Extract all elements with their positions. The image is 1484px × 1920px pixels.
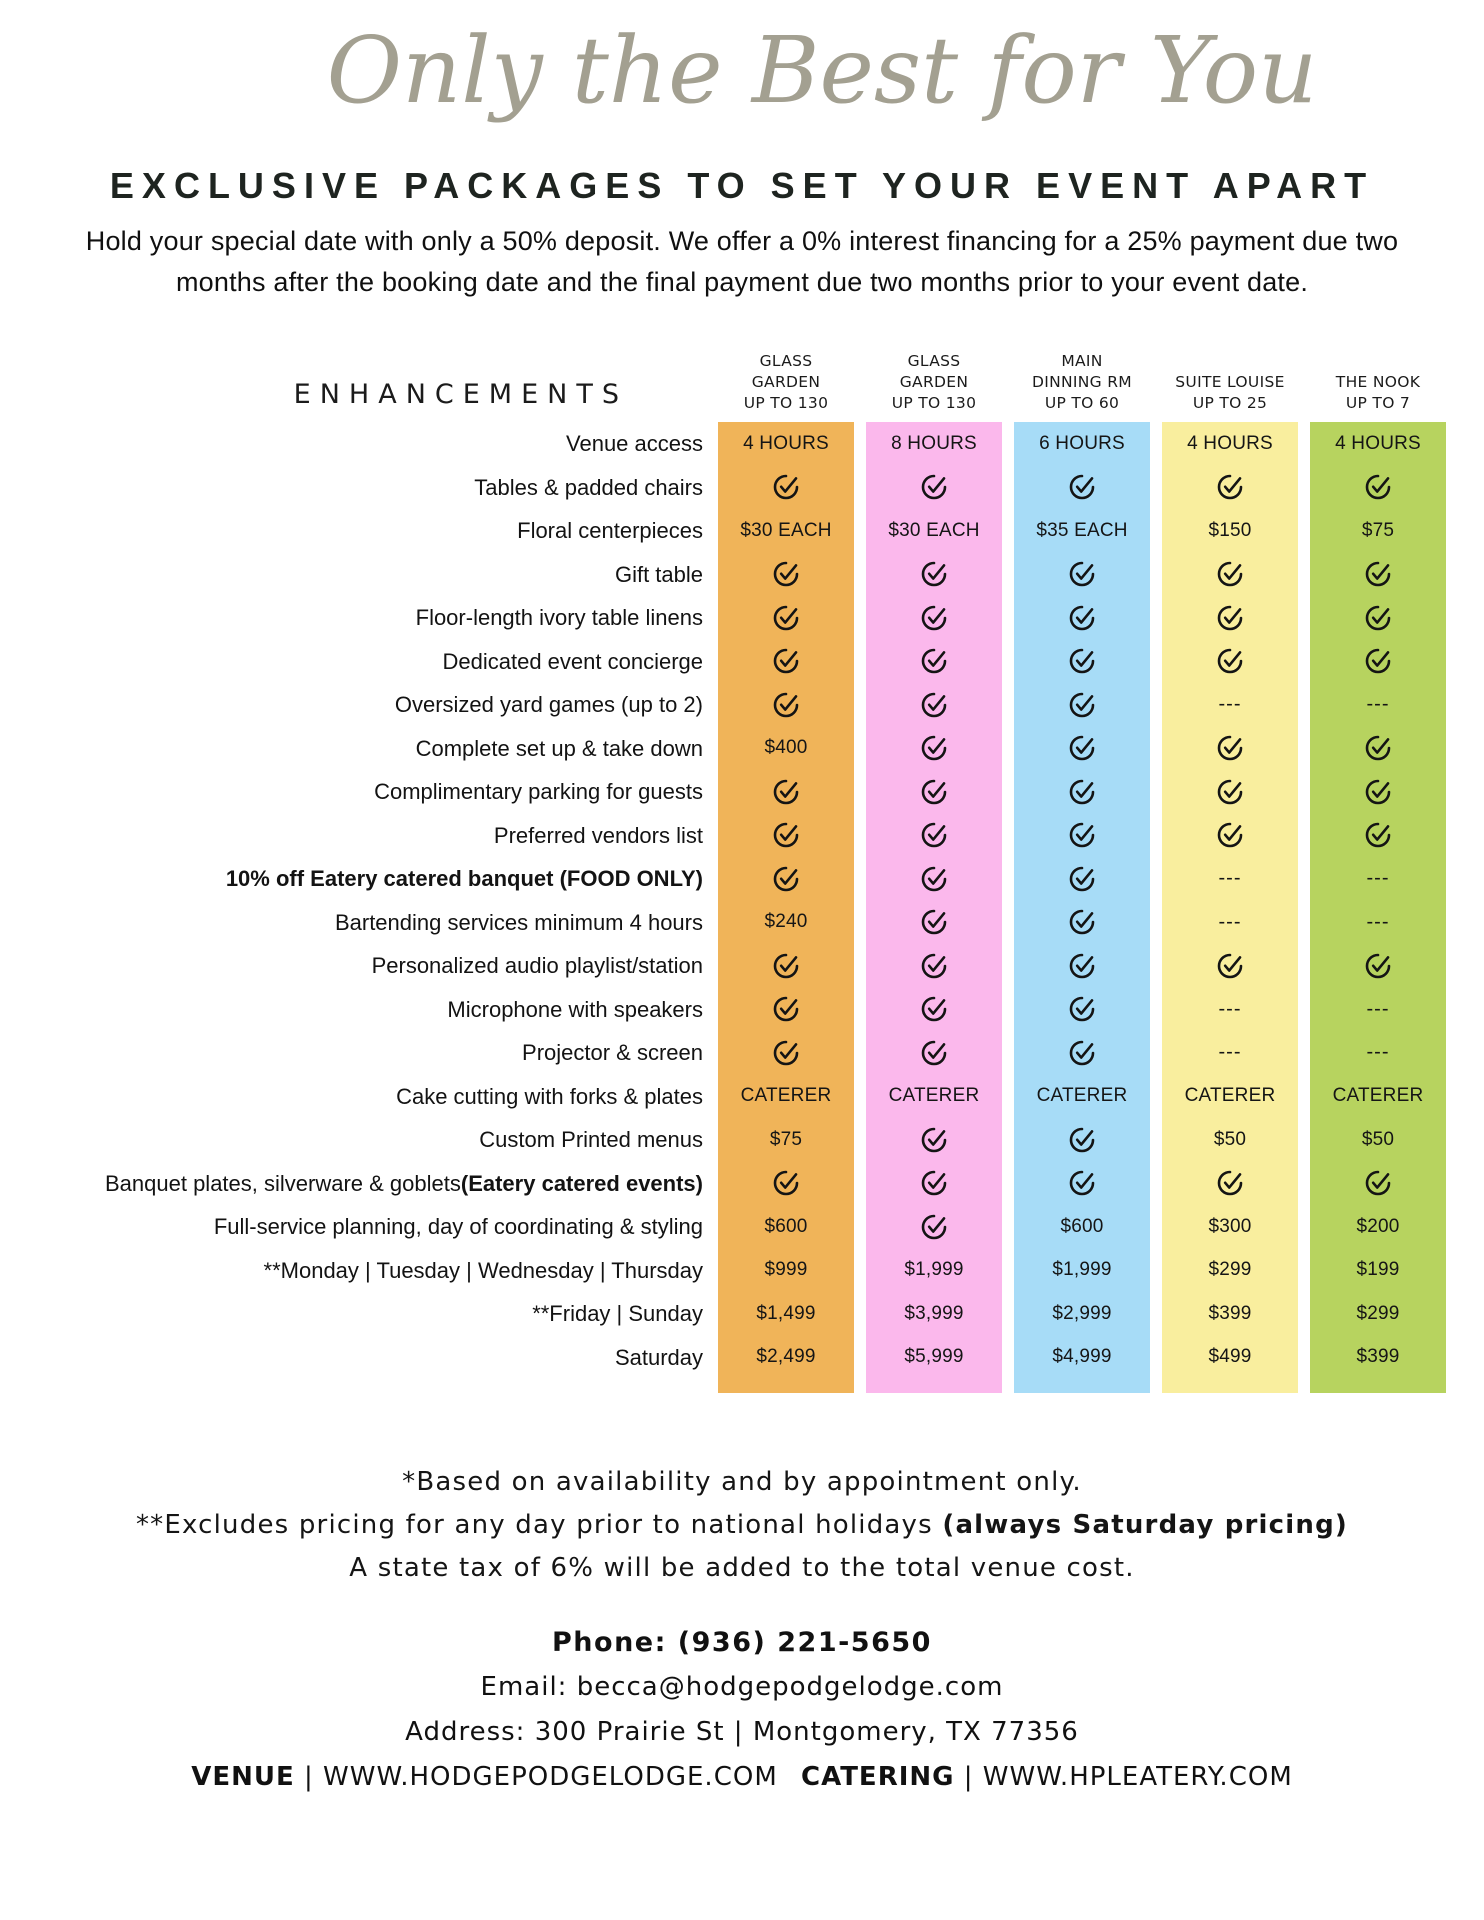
check-mark-glyph [1068, 865, 1096, 893]
not-included-dashes: --- [1310, 683, 1446, 727]
row-label: Floor-length ivory table linens [415, 605, 703, 631]
table-cell-value: CATERER [1014, 1075, 1150, 1119]
check-icon [1014, 466, 1150, 510]
check-icon [866, 814, 1002, 858]
contact-section [0, 1627, 1484, 1793]
not-included-dashes: --- [1162, 683, 1298, 727]
check-icon [718, 596, 854, 640]
intro-line-1: Hold your special date with only a 50% deposit. We offer a 0% interest financing for a 25% payment due two [85, 226, 1399, 257]
venue-label: VENUE [191, 1762, 295, 1793]
check-mark-glyph [1364, 1169, 1392, 1197]
intro-line-2: months after the booking date and the final payment due two months prior to your event date. [175, 266, 1309, 297]
row-label: Venue access [566, 431, 703, 457]
check-mark-glyph [920, 865, 948, 893]
check-mark-glyph [1364, 734, 1392, 762]
check-icon [718, 770, 854, 814]
check-icon [866, 770, 1002, 814]
row-label: Microphone with speakers [447, 996, 703, 1022]
check-mark-glyph [1216, 604, 1244, 632]
check-mark-glyph [772, 473, 800, 501]
check-mark-glyph [1068, 473, 1096, 501]
check-icon [866, 988, 1002, 1032]
check-mark-glyph [1364, 604, 1392, 632]
row-label: Gift table [614, 561, 703, 587]
check-mark-glyph [772, 1039, 800, 1067]
not-included-dashes: --- [1162, 901, 1298, 945]
table-cell-value: $399 [1310, 1336, 1446, 1380]
check-icon [866, 1031, 1002, 1075]
check-mark-glyph [1364, 560, 1392, 588]
row-label: Saturday [614, 1344, 703, 1370]
table-cell-value: $199 [1310, 1249, 1446, 1293]
not-included-dashes: --- [1162, 1031, 1298, 1075]
check-icon [1162, 596, 1298, 640]
column-footer-pad [1310, 1379, 1446, 1393]
check-mark-glyph [920, 1213, 948, 1241]
check-mark-glyph [920, 778, 948, 806]
check-icon [866, 1205, 1002, 1249]
check-mark-glyph [1364, 821, 1392, 849]
check-mark-glyph [920, 821, 948, 849]
table-cell-value: 4 HOURS [1162, 422, 1298, 466]
check-mark-glyph [1068, 952, 1096, 980]
check-mark-glyph [1364, 473, 1392, 501]
not-included-dashes: --- [1310, 857, 1446, 901]
check-mark-glyph [772, 647, 800, 675]
check-mark-glyph [1068, 995, 1096, 1023]
check-mark-glyph [772, 604, 800, 632]
table-cell-value: CATERER [866, 1075, 1002, 1119]
check-icon [866, 1162, 1002, 1206]
check-mark-glyph [1216, 1169, 1244, 1197]
check-icon [1014, 640, 1150, 684]
check-icon [1014, 944, 1150, 988]
check-mark-glyph [772, 1169, 800, 1197]
check-icon [866, 683, 1002, 727]
check-mark-glyph [772, 778, 800, 806]
check-icon [1310, 727, 1446, 771]
check-mark-glyph [1216, 647, 1244, 675]
check-mark-glyph [920, 604, 948, 632]
column-header-5: THE NOOK UP TO 7 [1335, 373, 1421, 413]
table-cell-value: $600 [718, 1205, 854, 1249]
check-icon [1310, 596, 1446, 640]
column-header-4: SUITE LOUISE UP TO 25 [1175, 373, 1285, 413]
check-mark-glyph [1068, 604, 1096, 632]
check-icon [1014, 770, 1150, 814]
table-cell-value: $299 [1162, 1249, 1298, 1293]
check-icon [718, 683, 854, 727]
check-icon [866, 901, 1002, 945]
check-icon [718, 553, 854, 597]
check-mark-glyph [920, 908, 948, 936]
table-cell-value: $299 [1310, 1292, 1446, 1336]
email-address: Email: becca@hodgepodgelodge.com [480, 1672, 1004, 1703]
not-included-dashes: --- [1162, 988, 1298, 1032]
table-cell-value: $1,999 [866, 1249, 1002, 1293]
check-mark-glyph [1068, 908, 1096, 936]
check-mark-glyph [1364, 952, 1392, 980]
check-icon [718, 814, 854, 858]
check-mark-glyph [920, 1169, 948, 1197]
table-cell-value: $400 [718, 727, 854, 771]
table-cell-value: $399 [1162, 1292, 1298, 1336]
check-icon [866, 553, 1002, 597]
check-icon [866, 944, 1002, 988]
check-icon [866, 640, 1002, 684]
row-label: Banquet plates, silverware & goblets (Eatery catered events) [105, 1170, 703, 1196]
check-icon [1014, 901, 1150, 945]
check-mark-glyph [1216, 952, 1244, 980]
table-cell-value: $150 [1162, 509, 1298, 553]
check-icon [1162, 944, 1298, 988]
not-included-dashes: --- [1310, 988, 1446, 1032]
tagline-script: Only the Best for You [326, 17, 1318, 124]
table-cell-value: $5,999 [866, 1336, 1002, 1380]
table-cell-value: CATERER [718, 1075, 854, 1119]
table-cell-value: $35 EACH [1014, 509, 1150, 553]
check-mark-glyph [920, 995, 948, 1023]
footer-pad-spacer [6, 1379, 706, 1393]
row-label: Complete set up & take down [415, 735, 703, 761]
check-icon [1162, 553, 1298, 597]
check-icon [866, 857, 1002, 901]
check-icon [718, 944, 854, 988]
check-icon [1162, 640, 1298, 684]
check-icon [1014, 814, 1150, 858]
check-mark-glyph [772, 952, 800, 980]
check-icon [1162, 814, 1298, 858]
check-mark-glyph [920, 647, 948, 675]
check-icon [1310, 770, 1446, 814]
column-header-3: MAIN DINNING RM UP TO 60 [1032, 352, 1132, 413]
check-icon [1014, 727, 1150, 771]
check-icon [718, 1162, 854, 1206]
check-icon [718, 1031, 854, 1075]
table-cell-value: $30 EACH [866, 509, 1002, 553]
row-label: Full-service planning, day of coordinating & styling [213, 1214, 703, 1240]
check-mark-glyph [1068, 647, 1096, 675]
enhancements-heading: ENHANCEMENTS [293, 379, 628, 411]
check-mark-glyph [920, 560, 948, 588]
check-icon [718, 640, 854, 684]
table-cell-value: $75 [1310, 509, 1446, 553]
table-cell-value: $30 EACH [718, 509, 854, 553]
check-icon [1310, 1162, 1446, 1206]
check-mark-glyph [1068, 1126, 1096, 1154]
column-footer-pad [718, 1379, 854, 1393]
table-cell-value: 6 HOURS [1014, 422, 1150, 466]
check-mark-glyph [1216, 734, 1244, 762]
check-icon [1014, 683, 1150, 727]
check-mark-glyph [920, 734, 948, 762]
catering-website: | WWW.HPLEATERY.COM [963, 1762, 1293, 1793]
check-icon [1310, 814, 1446, 858]
check-mark-glyph [772, 691, 800, 719]
check-mark-glyph [1364, 647, 1392, 675]
check-mark-glyph [1216, 821, 1244, 849]
column-footer-pad [866, 1379, 1002, 1393]
check-icon [866, 596, 1002, 640]
table-cell-value: $499 [1162, 1336, 1298, 1380]
check-mark-glyph [1068, 734, 1096, 762]
row-label: **Monday | Tuesday | Wednesday | Thursday [263, 1257, 703, 1283]
table-cell-value: CATERER [1310, 1075, 1446, 1119]
row-label: Dedicated event concierge [442, 648, 703, 674]
row-label: **Friday | Sunday [532, 1301, 703, 1327]
row-label: Personalized audio playlist/station [371, 953, 703, 979]
table-cell-value: $2,999 [1014, 1292, 1150, 1336]
check-mark-glyph [772, 865, 800, 893]
table-cell-value: $2,499 [718, 1336, 854, 1380]
note-holidays: **Excludes pricing for any day prior to national holidays (always Saturday pricing) [135, 1510, 1349, 1541]
note-tax: A state tax of 6% will be added to the total venue cost. [349, 1553, 1135, 1584]
table-cell-value: $1,999 [1014, 1249, 1150, 1293]
check-mark-glyph [1068, 1039, 1096, 1067]
column-header-1: GLASS GARDEN UP TO 130 [743, 352, 829, 413]
websites-line [0, 1762, 1484, 1793]
check-mark-glyph [1216, 778, 1244, 806]
row-label: 10% off Eatery catered banquet (FOOD ONLY) [225, 866, 703, 892]
table-cell-value: $3,999 [866, 1292, 1002, 1336]
not-included-dashes: --- [1310, 901, 1446, 945]
phone-number: Phone: (936) 221-5650 [552, 1627, 932, 1659]
row-label: Preferred vendors list [493, 822, 703, 848]
check-icon [866, 1118, 1002, 1162]
table-cell-value: $999 [718, 1249, 854, 1293]
row-label: Complimentary parking for guests [374, 779, 703, 805]
check-mark-glyph [920, 691, 948, 719]
table-cell-value: $4,999 [1014, 1336, 1150, 1380]
check-icon [1310, 640, 1446, 684]
street-address: Address: 300 Prairie St | Montgomery, TX 77356 [405, 1717, 1079, 1748]
table-cell-value: 8 HOURS [866, 422, 1002, 466]
check-icon [1310, 944, 1446, 988]
note-availability: *Based on availability and by appointment only. [402, 1467, 1082, 1498]
check-mark-glyph [920, 952, 948, 980]
check-mark-glyph [1364, 778, 1392, 806]
check-mark-glyph [772, 995, 800, 1023]
table-cell-value: $1,499 [718, 1292, 854, 1336]
check-mark-glyph [920, 1039, 948, 1067]
check-mark-glyph [1216, 473, 1244, 501]
check-icon [1162, 466, 1298, 510]
row-label: Tables & padded chairs [474, 474, 703, 500]
check-icon [1014, 553, 1150, 597]
table-cell-value: $50 [1162, 1118, 1298, 1162]
row-label: Bartending services minimum 4 hours [334, 909, 703, 935]
check-mark-glyph [1068, 560, 1096, 588]
not-included-dashes: --- [1162, 857, 1298, 901]
row-label: Oversized yard games (up to 2) [394, 692, 703, 718]
row-label: Custom Printed menus [479, 1127, 703, 1153]
check-icon [718, 857, 854, 901]
check-icon [1310, 553, 1446, 597]
check-mark-glyph [1068, 691, 1096, 719]
check-icon [1014, 596, 1150, 640]
check-icon [718, 466, 854, 510]
intro-paragraph [0, 221, 1484, 302]
check-mark-glyph [1068, 1169, 1096, 1197]
column-header-2: GLASS GARDEN UP TO 130 [891, 352, 977, 413]
note-holidays-bold: (always Saturday pricing) [942, 1510, 1349, 1541]
check-mark-glyph [920, 473, 948, 501]
check-mark-glyph [1068, 821, 1096, 849]
not-included-dashes: --- [1310, 1031, 1446, 1075]
notes-section [0, 1467, 1484, 1583]
table-cell-value: $75 [718, 1118, 854, 1162]
column-footer-pad [1162, 1379, 1298, 1393]
row-label: Cake cutting with forks & plates [396, 1083, 703, 1109]
check-mark-glyph [1068, 778, 1096, 806]
check-icon [1162, 770, 1298, 814]
check-mark-glyph [772, 560, 800, 588]
table-cell-value: $300 [1162, 1205, 1298, 1249]
check-icon [1162, 727, 1298, 771]
catering-label: CATERING [801, 1762, 955, 1793]
row-label: Projector & screen [522, 1040, 703, 1066]
check-mark-glyph [920, 1126, 948, 1154]
table-cell-value: 4 HOURS [718, 422, 854, 466]
check-icon [1014, 1031, 1150, 1075]
check-icon [866, 466, 1002, 510]
check-icon [1014, 1118, 1150, 1162]
row-label: Floral centerpieces [517, 518, 703, 544]
check-icon [1014, 1162, 1150, 1206]
check-icon [1310, 466, 1446, 510]
table-cell-value: $50 [1310, 1118, 1446, 1162]
page-title: EXCLUSIVE PACKAGES TO SET YOUR EVENT APART [109, 165, 1375, 207]
check-icon [718, 988, 854, 1032]
table-cell-value: $200 [1310, 1205, 1446, 1249]
check-icon [1014, 988, 1150, 1032]
table-cell-value: $600 [1014, 1205, 1150, 1249]
check-mark-glyph [772, 821, 800, 849]
table-cell-value: CATERER [1162, 1075, 1298, 1119]
packages-table [6, 342, 1484, 1393]
check-icon [1162, 1162, 1298, 1206]
table-cell-value: 4 HOURS [1310, 422, 1446, 466]
check-mark-glyph [1216, 560, 1244, 588]
check-icon [1014, 857, 1150, 901]
check-icon [866, 727, 1002, 771]
venue-website: | WWW.HODGEPODGELODGE.COM [304, 1762, 778, 1793]
table-cell-value: $240 [718, 901, 854, 945]
column-footer-pad [1014, 1379, 1150, 1393]
